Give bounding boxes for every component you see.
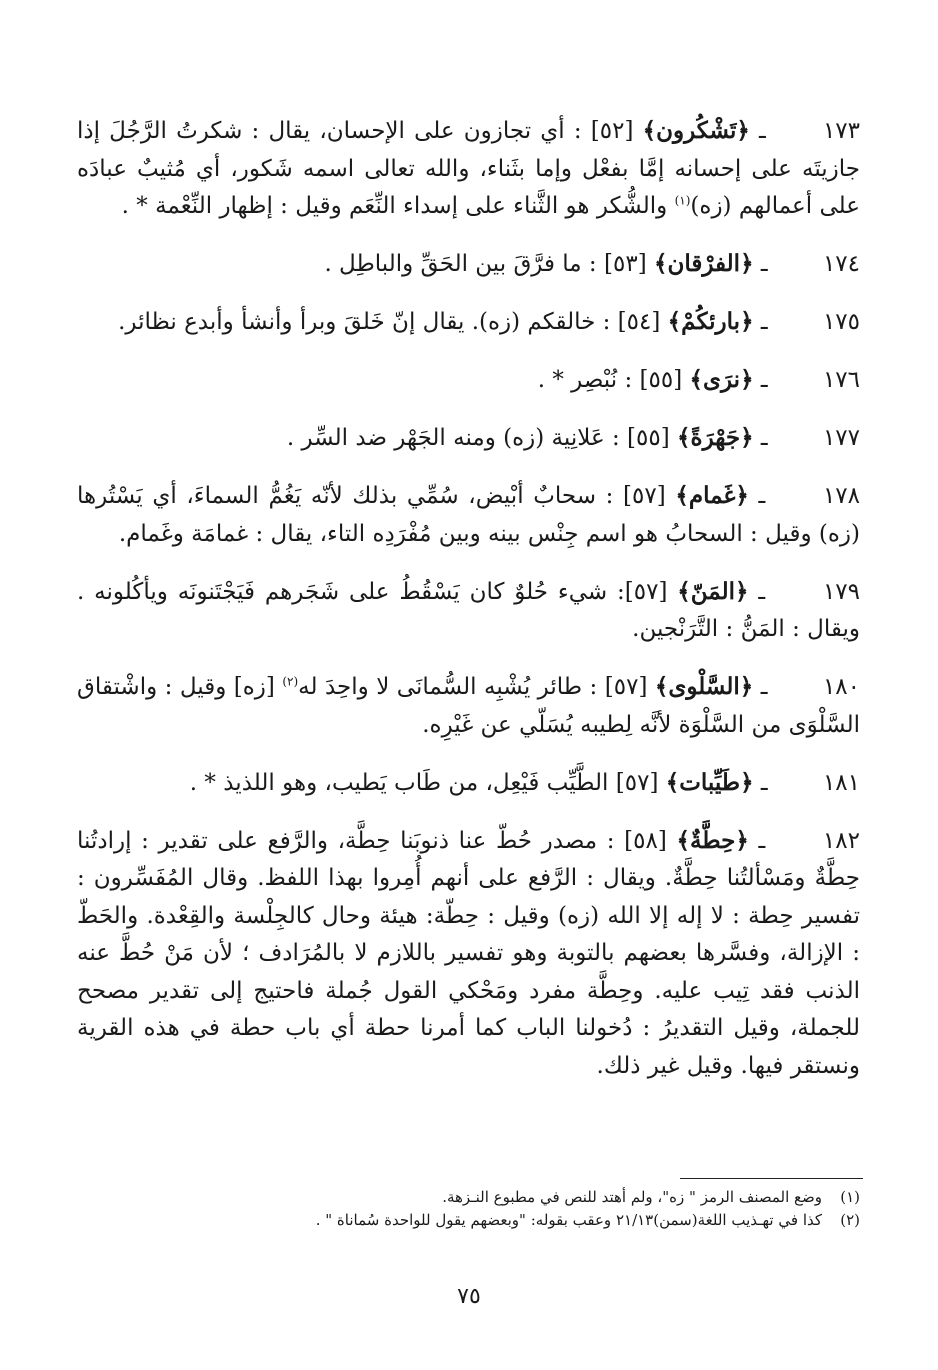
footnote-ref[interactable]: (٢) [282,674,299,689]
entry-number: ١٧٧ ـ [760,425,860,451]
entry-term: ﴿المَنّ﴾ [677,577,749,605]
footnote-ref[interactable]: (١) [674,193,691,208]
entry-number: ١٨٠ ـ [760,674,860,700]
entry-number: ١٨١ ـ [760,769,860,796]
entry-term: ﴿جَهْرَةً﴾ [677,424,754,451]
footnote-divider [680,1178,863,1179]
entry-text: [٥٥] : عَلانِية (زه) ومنه الجَهْر ضد السِّر . [286,425,678,451]
footnote-number: (٢) [840,1211,860,1229]
entry-175 [77,303,860,342]
entry-text: [٥٧] : طائر يُشْبِه السُّمانَى لا واحِدَ له [298,674,655,700]
footnote-2 [70,1209,860,1232]
entry-number: ١٨٢ ـ [758,827,860,854]
entry-text: [٥٣] : ما فرَّقَ بين الحَقِّ والباطِل . [324,251,654,277]
entry-term: ﴿غَمام﴾ [675,482,749,509]
entry-182 [77,822,860,1086]
entry-180 [77,668,860,744]
entry-number: ١٧٩ ـ [758,578,860,605]
entry-177 [77,419,860,458]
entry-174 [77,245,860,284]
entry-term: ﴿نرَى﴾ [689,366,754,393]
entry-text: [٥٨] : مصدر حُطّ عنا ذنوبَنا حِطَّة، والرَّفع على تقدير : إرادتُنا حِطَّةٌ ومَسْألتُنا حِطَّةٌ. ويقال : الرَّفع على أنهم أُمِروا بهذا اللفظ. وقال المُفَسِّرون : تفسير حِطة : لا إله إلا الله (زه) وقيل : حِطّة: هيئة وحال كالجِلْسة والقِعْدة. والحَطّ : الإزالة، وفسَّرها بعضهم بالتوبة وهو تفسير باللازم لا بالمُرَادف ؛ لأن مَنْ حُطَّ عنه الذنب فقد تِيب عليه. وحِطَّة مفرد ومَحْكي القول جُملة فاحتيج إلى تقدير مصحح للجملة، وقيل التقديرُ : دُخولنا الباب كما أمرنا حطة أي باب حطة في هذه القرية ونستقر فيها. وقيل غير ذلك. [77,827,860,1079]
entry-term: ﴿السَّلْوى﴾ [654,673,754,700]
entry-term: ﴿بارئكُمْ﴾ [667,308,754,335]
entry-text-continued: [زه] وقيل : واشْتقاق السَّلْوَى من السَّلْوَة لأنَّه لِطيبه يُسَلّي عن غَيْرِه. [77,674,860,738]
entry-text: [٥٧] : سحابٌ أبْيض، سُمِّي بذلك لأنّه يَغُمُّ السماءَ، أي يَسْتُرها (زه) وقيل : السحابُ هو اسم جِنْس بينه وبين مُفْرَدِه التاء، يقال : غمامَة وغَمام. [77,483,860,547]
entry-number: ١٧٤ ـ [760,251,860,277]
entry-178 [77,477,860,553]
entry-number: ١٧٦ ـ [760,367,860,393]
entry-text: [٥٧] الطَّيِّب فَيْعِل، من طَاب يَطيب، وهو اللذيذ * . [189,769,666,796]
footnote-number: (١) [840,1188,860,1206]
entry-176 [77,361,860,400]
entry-term: ﴿طَيِّبات﴾ [665,768,754,796]
footnotes [70,1186,860,1232]
footnote-1 [70,1186,860,1209]
entry-term: ﴿الفرْقان﴾ [653,250,754,277]
entry-term: ﴿حِطَّةٌ﴾ [676,826,749,854]
main-text [77,112,860,1085]
entry-text: [٥٥] : نُبْصِر * . [537,367,690,393]
entry-number: ١٧٨ ـ [758,483,860,509]
footnote-text: وضع المصنف الرمز " زه"، ولم أهتد للنص في مطبوع النـزهة. [442,1188,822,1206]
page-number: ٧٥ [457,1284,481,1309]
entry-number: ١٧٣ ـ [759,118,860,144]
entry-text-continued: والشُّكر هو الثَّناء على إسداء النِّعَم وقيل : إظهار النِّعْمة * . [121,193,675,219]
entry-text: [٥٧]: شيء حُلوٌ كان يَسْقُطُ على شَجَرهم فَيَجْتَنونَه ويأكُلونه . ويقال : المَنُّ : التَّرَنْجين. [77,578,860,642]
footnote-text: كذا في تهـذيب اللغة(سمن)٢١/١٣ وعقب بقوله: "وبعضهم يقول للواحدة سُماناة " . [315,1211,822,1229]
entry-text: [٥٢] : أي تجازون على الإحسان، يقال : شكرتُ الرَّجُلَ إذا جازيتَه على إحسانه إمَّا بفعْل وإما بثَناء، والله تعالى اسمه شَكور، أي مُثيبٌ عبادَه على أعمالهم (زه) [77,118,860,219]
entry-181 [77,764,860,803]
entry-173 [77,112,860,226]
entry-text: [٥٤] : خالقكم (زه). يقال إنّ خَلقَ وبرأ وأنشأ وأبدع نظائر. [118,309,668,335]
entry-179 [77,573,860,649]
entry-term: ﴿تَشْكُرون﴾ [642,117,750,144]
entry-number: ١٧٥ ـ [760,309,860,335]
